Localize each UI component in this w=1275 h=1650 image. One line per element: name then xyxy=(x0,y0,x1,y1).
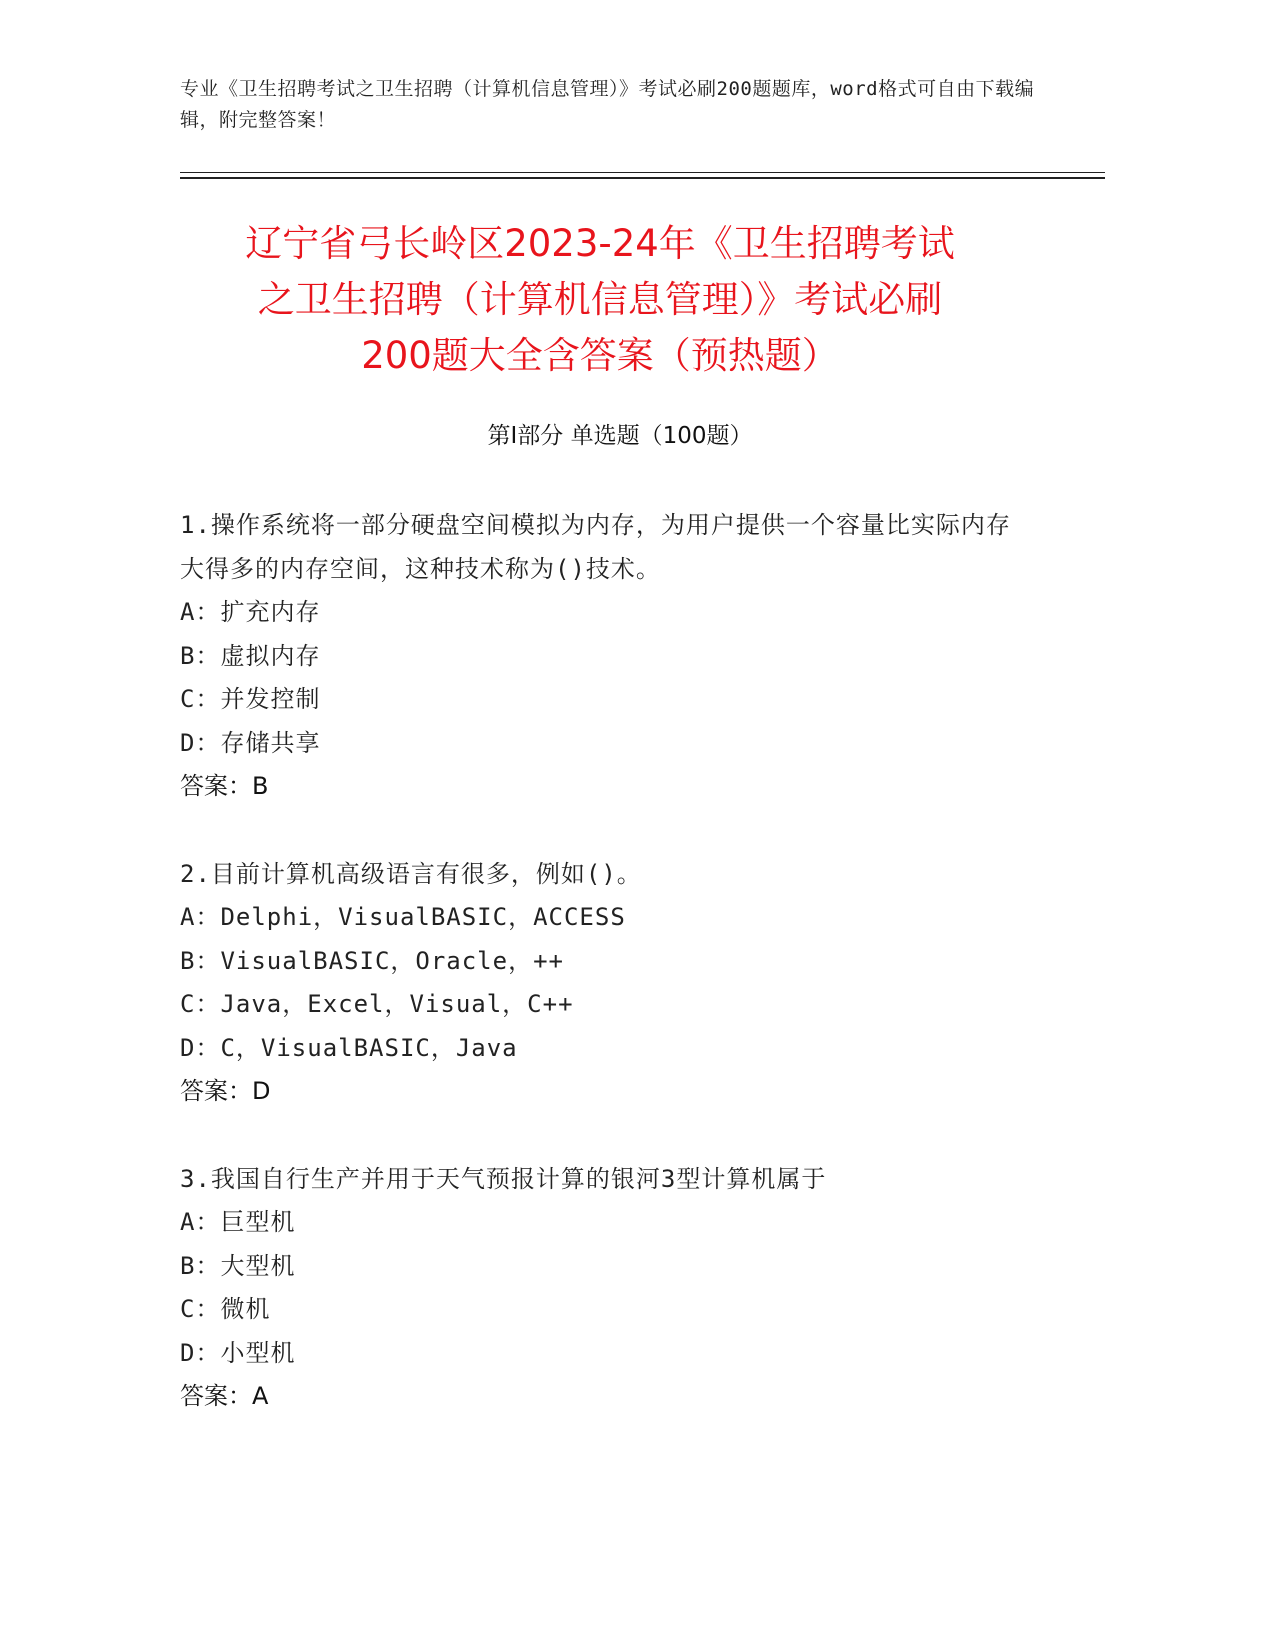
option-a: A：Delphi，VisualBASIC，ACCESS xyxy=(180,903,626,931)
option-a: A：扩充内存 xyxy=(180,598,321,626)
option-b: B：VisualBASIC，Oracle，++ xyxy=(180,946,564,975)
question-text: 2.目前计算机高级语言有很多，例如()。 xyxy=(180,859,642,888)
question-1 xyxy=(180,504,1040,809)
question-3 xyxy=(180,1158,1040,1419)
option-b: B：虚拟内存 xyxy=(180,641,321,670)
option-a: A：巨型机 xyxy=(180,1208,296,1236)
option-c: C：Java，Excel，Visual，C++ xyxy=(180,990,574,1018)
header-divider-thin xyxy=(180,172,1105,173)
title-line-1: 辽宁省弓长岭区2023-24年《卫生招聘考试 xyxy=(245,222,955,265)
question-2 xyxy=(180,853,1040,1114)
answer: 答案：D xyxy=(180,1077,271,1105)
option-c: C：并发控制 xyxy=(180,685,321,713)
header-divider-thick xyxy=(180,177,1105,179)
title-line-3: 200题大全含答案（预热题） xyxy=(361,334,839,377)
option-d: D：C，VisualBASIC，Java xyxy=(180,1033,518,1062)
answer: 答案：A xyxy=(180,1382,269,1410)
question-text: 1.操作系统将一部分硬盘空间模拟为内存，为用户提供一个容量比实际内存大得多的内存空间，这种技术称为()技术。 xyxy=(180,511,1011,583)
section-heading: 第Ⅰ部分 单选题（100题） xyxy=(487,423,753,449)
document-title xyxy=(150,216,1050,384)
question-text: 3.我国自行生产并用于天气预报计算的银河3型计算机属于 xyxy=(180,1164,827,1193)
header-note: 专业《卫生招聘考试之卫生招聘（计算机信息管理）》考试必刷200题题库，word格式可自由下载编辑，附完整答案！ xyxy=(180,78,1035,131)
title-line-2: 之卫生招聘（计算机信息管理）》考试必刷 xyxy=(257,278,943,321)
option-c: C：微机 xyxy=(180,1295,271,1323)
answer: 答案：B xyxy=(180,772,269,800)
option-d: D：存储共享 xyxy=(180,728,321,757)
option-d: D：小型机 xyxy=(180,1338,296,1367)
question-list xyxy=(180,504,1040,1463)
option-b: B：大型机 xyxy=(180,1251,296,1280)
